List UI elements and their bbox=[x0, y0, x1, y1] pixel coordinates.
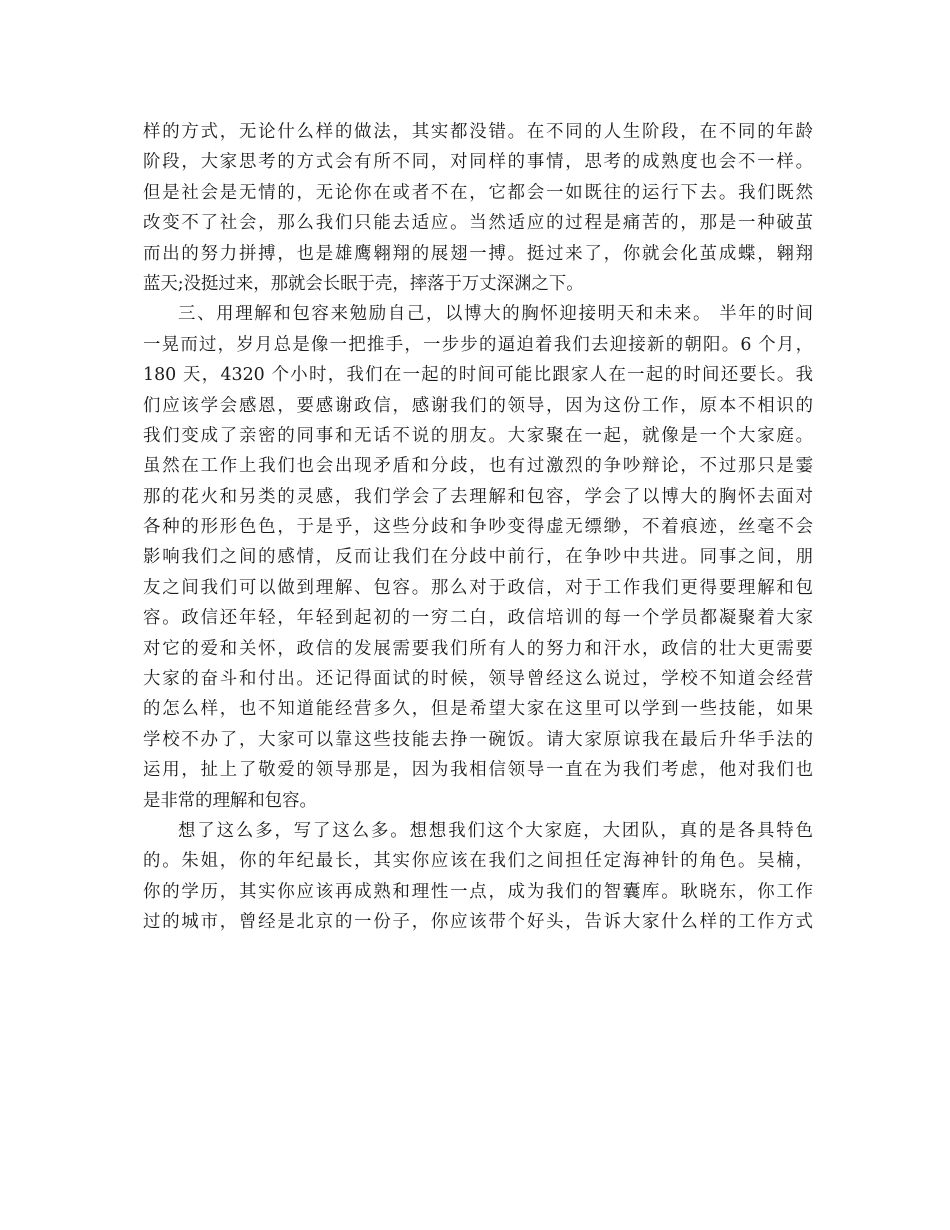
text-line: 我们变成了亲密的同事和无话不说的朋友。大家聚在一起，就像是一个大家庭。 bbox=[143, 425, 813, 446]
text-line: 过的城市，曾经是北京的一份子，你应该带个好头，告诉大家什么样的工作方式 bbox=[143, 912, 813, 933]
document-body bbox=[143, 117, 813, 938]
text-line: 是非常的理解和包容。 bbox=[143, 790, 317, 811]
text-line: 虽然在工作上我们也会出现矛盾和分歧，也有过激烈的争吵辩论，不过那只是霎 bbox=[143, 456, 813, 477]
text-line: 想了这么多，写了这么多。想想我们这个大家庭，大团队，真的是各具特色 bbox=[178, 820, 813, 841]
text-line: 容。政信还年轻，年轻到起初的一穷二白，政信培训的每一个学员都凝聚着大家 bbox=[143, 608, 813, 629]
text-line: 那的花火和另类的灵感，我们学会了去理解和包容，学会了以博大的胸怀去面对 bbox=[143, 486, 813, 507]
text-line: 影响我们之间的感情，反而让我们在分歧中前行，在争吵中共进。同事之间，朋 bbox=[143, 547, 813, 568]
text-line: 三、用理解和包容来勉励自己，以博大的胸怀迎接明天和未来。 半年的时间 bbox=[178, 304, 813, 325]
text-line: 样的方式，无论什么样的做法，其实都没错。在不同的人生阶段，在不同的年龄 bbox=[143, 122, 813, 142]
text-line: 180 天，4320 个小时，我们在一起的时间可能比跟家人在一起的时间还要长。我 bbox=[143, 365, 813, 386]
text-line: 友之间我们可以做到理解、包容。那么对于政信，对于工作我们更得要理解和包 bbox=[143, 577, 813, 598]
text-line: 的。朱姐，你的年纪最长，其实你应该在我们之间担任定海神针的角色。吴楠， bbox=[143, 851, 813, 872]
text-line: 各种的形形色色，于是乎，这些分歧和争吵变得虚无缥缈，不着痕迹，丝毫不会 bbox=[143, 517, 813, 538]
text-line: 而出的努力拼搏，也是雄鹰翱翔的展翅一搏。挺过来了，你就会化茧成蝶，翱翔 bbox=[143, 243, 813, 264]
text-line: 大家的奋斗和付出。还记得面试的时候，领导曾经这么说过，学校不知道会经营 bbox=[143, 669, 813, 690]
text-line: 运用，扯上了敬爱的领导那是，因为我相信领导一直在为我们考虑，他对我们也 bbox=[143, 760, 813, 781]
text-line: 对它的爱和关怀，政信的发展需要我们所有人的努力和汗水，政信的壮大更需要 bbox=[143, 638, 813, 659]
text-line: 蓝天;没挺过来，那就会长眠于壳，摔落于万丈深渊之下。 bbox=[143, 273, 584, 294]
text-line: 你的学历，其实你应该再成熟和理性一点，成为我们的智囊库。耿晓东，你工作 bbox=[143, 881, 813, 902]
text-line: 但是社会是无情的，无论你在或者不在，它都会一如既往的运行下去。我们既然 bbox=[143, 182, 813, 203]
text-line: 阶段，大家思考的方式会有所不同，对同样的事情，思考的成熟度也会不一样。 bbox=[143, 152, 813, 173]
text-line: 一晃而过，岁月总是像一把推手，一步步的逼迫着我们去迎接新的朝阳。6 个月， bbox=[143, 334, 813, 355]
text-line: 学校不办了，大家可以靠这些技能去挣一碗饭。请大家原谅我在最后升华手法的 bbox=[143, 729, 813, 750]
text-line: 的怎么样，也不知道能经营多久，但是希望大家在这里可以学到一些技能，如果 bbox=[143, 699, 813, 720]
text-line: 改变不了社会，那么我们只能去适应。当然适应的过程是痛苦的，那是一种破茧 bbox=[143, 213, 813, 234]
text-line: 们应该学会感恩，要感谢政信，感谢我们的领导，因为这份工作，原本不相识的 bbox=[143, 395, 813, 416]
